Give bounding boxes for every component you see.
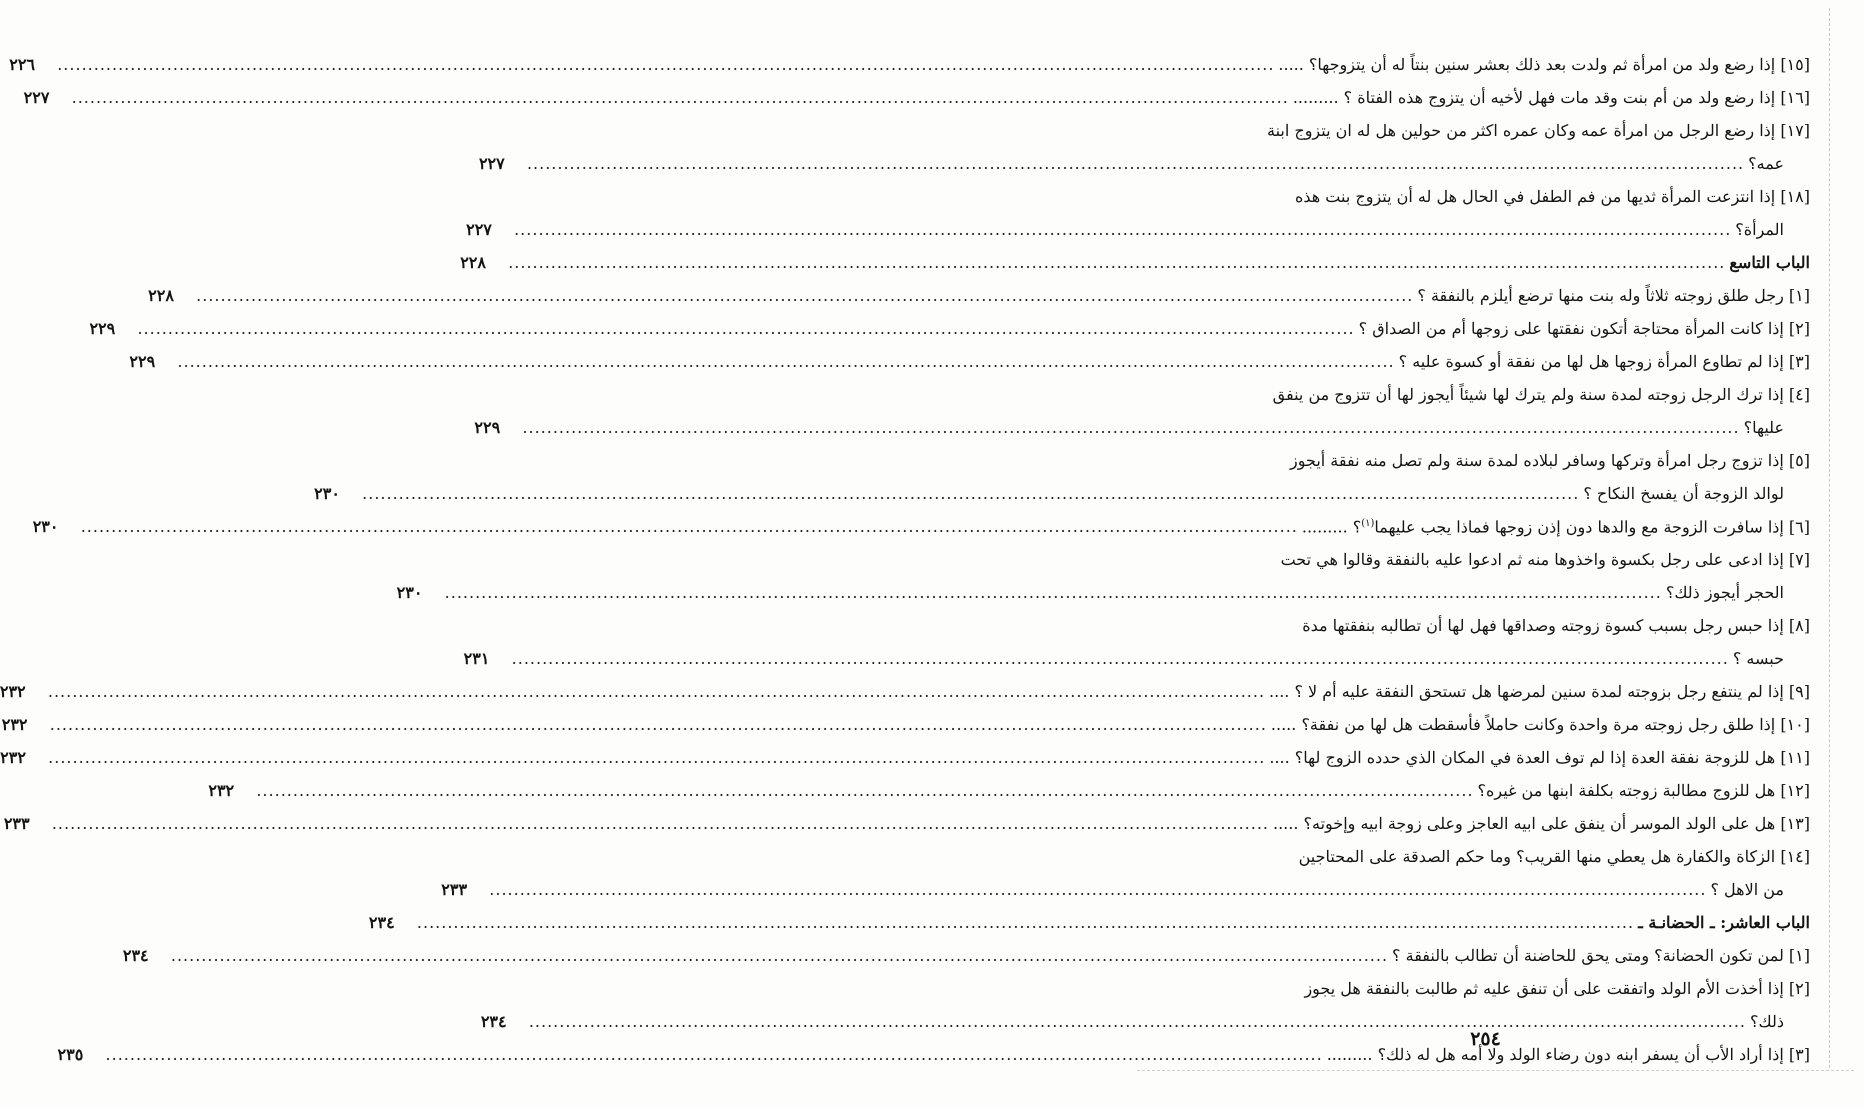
entry-title: [١٦] إذا رضع ولد من أم بنت وقد مات فهل لأخيه أن يتزوج هذه الفتاة ؟ ......... — [1292, 88, 1810, 107]
page-number: ٢٥٤ — [1470, 1028, 1501, 1050]
entry-title: [١٢] هل للزوج مطالبة زوجته بكلفة ابنها من غيره؟ — [1477, 781, 1810, 800]
leader-dots: ........................................................................................................................................................................................................ — [508, 253, 1726, 272]
leader-dots: ........................................................................................................................................................................................................ — [170, 946, 1389, 965]
leader-dots: ........................................................................................................................................................................................................ — [51, 814, 1269, 833]
footnote-marker: (١) — [1361, 517, 1375, 529]
entry-page: ٢٢٦ — [9, 55, 35, 74]
toc-entry — [9, 48, 1810, 81]
leader-dots: ........................................................................................................................................................................................................ — [514, 220, 1732, 239]
entry-title: [٧] إذا ادعى على رجل بكسوة واخذوها منه ثم ادعوا عليه بالنفقة وقالوا هي تحت — [1280, 550, 1810, 569]
toc-entry — [0, 741, 1810, 774]
toc-entry — [478, 114, 1810, 180]
leader-dots: ........................................................................................................................................................................................................ — [489, 880, 1707, 899]
entry-page: ٢٢٩ — [129, 352, 156, 371]
leader-dots: ........................................................................................................................................................................................................ — [49, 715, 1267, 734]
entry-page: ٢٣٣ — [441, 880, 468, 899]
toc-entry — [3, 807, 1810, 840]
toc-entry — [463, 609, 1810, 675]
entry-title: [٥] إذا تزوج رجل امرأة وتركها وسافر لبلاده لمدة سنة ولم تصل منه نفقة أيجوز — [1290, 451, 1810, 470]
entry-page: ٢٣٤ — [368, 913, 395, 932]
entry-page: ٢٢٨ — [148, 286, 174, 305]
entry-title: [١٠] إذا طلق رجل زوجته مرة واحدة وكانت حاملاً فأسقطت هل لها من نفقة؟ ..... — [1270, 715, 1810, 734]
entry-page: ٢٢٨ — [460, 253, 486, 272]
chapter-heading — [368, 906, 1810, 939]
entry-title: [١٥] إذا رضع ولد من امرأة ثم ولدت بعد ذلك بعشر سنين بنتاً له أن يتزوجها؟ ..... — [1278, 55, 1810, 74]
toc-entry — [466, 180, 1810, 246]
leader-dots: ........................................................................................................................................................................................................ — [416, 913, 1635, 932]
toc-entry — [396, 543, 1810, 609]
entry-title: [١٨] إذا انتزعت المرأة ثديها من فم الطفل في الحال هل له أن يتزوج بنت هذه — [1295, 187, 1810, 206]
toc-entry — [314, 444, 1810, 510]
toc-entry — [0, 675, 1810, 708]
entry-page: ٢٣٥ — [57, 1045, 84, 1064]
leader-dots: ........................................................................................................................................................................................................ — [511, 649, 1729, 668]
entry-title-continued: عليها؟ — [1743, 418, 1784, 437]
leader-dots: ........................................................................................................................................................................................................ — [522, 418, 1740, 437]
entry-title-continued: حبسه ؟ — [1732, 649, 1784, 668]
toc-entry — [474, 378, 1810, 444]
table-of-contents — [0, 48, 1810, 1071]
entry-title: [٢] إذا أخذت الأم الولد واتفقت على أن تنفق عليه ثم طالبت بالنفقة هل يجوز — [1304, 979, 1810, 998]
entry-page: ٢٣٣ — [3, 814, 30, 833]
entry-page: ٢٢٧ — [478, 154, 505, 173]
leader-dots: ........................................................................................................................................................................................................ — [48, 748, 1266, 767]
toc-entry — [441, 840, 1810, 906]
entry-page: ٢٣٢ — [0, 748, 26, 767]
entry-title: [١٤] الزكاة والكفارة هل يعطي منها القريب؟ وما حكم الصدقة على المحتاجين — [1298, 847, 1810, 866]
leader-dots: ........................................................................................................................................................................................................ — [71, 88, 1289, 107]
entry-title — [1302, 507, 1810, 543]
entry-page: ٢٣٤ — [122, 946, 149, 965]
entry-title: [٤] إذا ترك الرجل زوجته لمدة سنة ولم يترك لها شيئاً أيجوز لها أن تتزوج من ينفق — [1272, 385, 1810, 404]
entry-page: ٢٢٩ — [474, 418, 501, 437]
toc-entry — [148, 279, 1810, 312]
entry-page: ٢٣٠ — [314, 484, 340, 503]
leader-dots: ........................................................................................................................................................................................................ — [47, 682, 1266, 701]
entry-title: [١] رجل طلق زوجته ثلاثاً وله بنت منها ترضع أيلزم بالنفقة ؟ — [1417, 286, 1810, 305]
entry-page: ٢٣٢ — [1, 715, 28, 734]
page-edge-right — [1829, 8, 1830, 1068]
entry-page: ٢٢٧ — [23, 88, 50, 107]
entry-page: ٢٣٤ — [480, 1012, 507, 1031]
entry-page: ٢٣١ — [463, 649, 490, 668]
entry-page: ٢٢٩ — [89, 319, 116, 338]
entry-title: [٢] إذا كانت المرأة محتاجة أتكون نفقتها على زوجها أم من الصداق ؟ — [1358, 319, 1810, 338]
entry-title: [٣] إذا لم تطاوع المرأة زوجها هل لها من نفقة أو كسوة عليه ؟ — [1398, 352, 1810, 371]
entry-title-continued: عمه؟ — [1748, 154, 1784, 173]
leader-dots: ........................................................................................................................................................................................................ — [528, 1012, 1747, 1031]
leader-dots: ........................................................................................................................................................................................................ — [80, 517, 1298, 536]
leader-dots: ........................................................................................................................................................................................................ — [177, 352, 1395, 371]
entry-title: [٨] إذا حبس رجل بسبب كسوة زوجته وصداقها فهل لها أن تطالبه بنفقتها مدة — [1302, 616, 1810, 635]
entry-title: [٣] إذا أراد الأب أن يسفر ابنه دون رضاء الولد ولا أمه هل له ذلك؟ ......... — [1326, 1045, 1810, 1064]
entry-title-continued: الحجر أيجوز ذلك؟ — [1665, 583, 1784, 602]
leader-dots: ........................................................................................................................................................................................................ — [526, 154, 1745, 173]
toc-entry — [89, 312, 1810, 345]
entry-page: ٢٣٠ — [32, 517, 59, 536]
leader-dots: ........................................................................................................................................................................................................ — [105, 1045, 1323, 1064]
chapter-heading — [460, 246, 1810, 279]
leader-dots: ........................................................................................................................................................................................................ — [256, 781, 1474, 800]
entry-title: [٩] إذا لم ينتفع رجل بزوجته لمدة سنين لمرضها هل تستحق النفقة عليه أم لا ؟ .... — [1269, 682, 1810, 701]
entry-page: ٢٣٢ — [0, 682, 26, 701]
entry-page: ٢٣٢ — [208, 781, 235, 800]
chapter-title: الباب العاشر: ـ الحضانـة ـ — [1638, 913, 1810, 932]
entry-title-continued: ذلك؟ — [1750, 1012, 1784, 1031]
toc-entry — [208, 774, 1810, 807]
entry-page: ٢٢٧ — [466, 220, 492, 239]
entry-title: [١] لمن تكون الحضانة؟ ومتى يحق للحاضنة أن تطالب بالنفقة ؟ — [1392, 946, 1810, 965]
leader-dots: ........................................................................................................................................................................................................ — [444, 583, 1662, 602]
entry-page: ٢٣٠ — [396, 583, 423, 602]
entry-title-continued: من الاهل ؟ — [1710, 880, 1784, 899]
entry-title-text: [٦] إذا سافرت الزوجة مع والدها دون إذن زوجها فماذا يجب عليهما — [1374, 517, 1810, 536]
entry-title: [١٣] هل على الولد الموسر أن ينفق على ابيه العاجز وعلى زوجة ابيه وإخوته؟ ..... — [1273, 814, 1810, 833]
entry-title: [١٧] إذا رضع الرجل من امرأة عمه وكان عمره اكثر من حولين هل له ان يتزوج ابنة — [1266, 121, 1810, 140]
entry-title-continued: المرأة؟ — [1735, 220, 1784, 239]
toc-entry — [23, 81, 1810, 114]
leader-dots: ........................................................................................................................................................................................................ — [196, 286, 1414, 305]
toc-entry — [1, 708, 1810, 741]
toc-entry — [129, 345, 1810, 378]
leader-dots: ........................................................................................................................................................................................................ — [362, 484, 1580, 503]
entry-title-suffix: ؟ ......... — [1301, 517, 1362, 536]
leader-dots: ........................................................................................................................................................................................................ — [137, 319, 1355, 338]
entry-title-continued: لوالد الزوجة أن يفسخ النكاح ؟ — [1583, 484, 1784, 503]
leader-dots: ........................................................................................................................................................................................................ — [57, 55, 1275, 74]
toc-entry — [32, 510, 1810, 543]
toc-entry — [122, 939, 1810, 972]
chapter-title: الباب التاسع — [1729, 253, 1810, 272]
entry-title: [١١] هل للزوجة نفقة العدة إذا لم توف العدة في المكان الذي حدده الزوج لها؟ .... — [1269, 748, 1810, 767]
